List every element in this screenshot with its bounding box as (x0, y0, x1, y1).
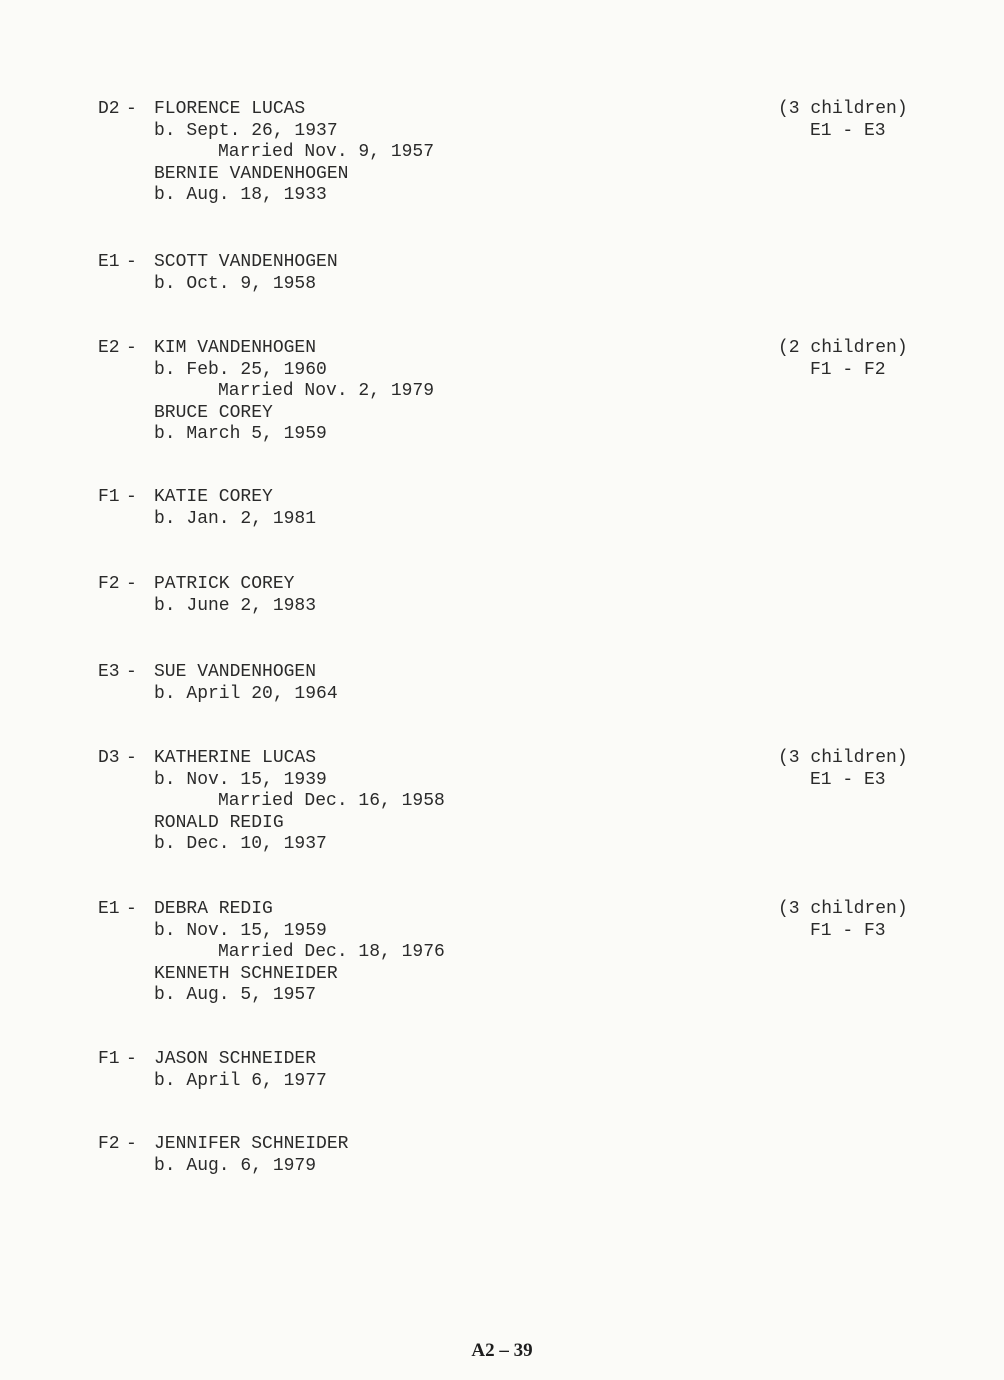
spouse-birth-date: b. Dec. 10, 1937 (154, 834, 327, 854)
birth-date: b. Sept. 26, 1937 (154, 120, 338, 141)
spouse-birth-date: b. March 5, 1959 (154, 424, 327, 444)
entry-code: F2 (98, 574, 120, 594)
children-note (778, 99, 918, 142)
children-note (778, 748, 918, 791)
entry-f1-katie-corey: F1 - KATIE COREY b. Jan. 2, 1981 (98, 487, 317, 529)
birth-date: b. April 20, 1964 (154, 683, 338, 704)
birth-date: b. June 2, 1983 (154, 595, 317, 616)
children-count: (3 children) (778, 99, 908, 119)
birth-date: b. Feb. 25, 1960 (154, 359, 327, 380)
entry-code: D2 (98, 99, 120, 119)
spouse-birth-date: b. Aug. 18, 1933 (154, 185, 327, 205)
entry-code: F1 (98, 1049, 120, 1069)
marriage-date: Married Nov. 2, 1979 (218, 381, 435, 401)
birth-date: b. April 6, 1977 (154, 1070, 327, 1091)
person-name: DEBRA REDIG (154, 899, 273, 919)
person-name: FLORENCE LUCAS (154, 99, 306, 119)
birth-date: b. Oct. 9, 1958 (154, 273, 317, 294)
entry-code: E2 (98, 338, 120, 358)
person-name: JASON SCHNEIDER (154, 1049, 317, 1069)
marriage-date: Married Nov. 9, 1957 (218, 142, 435, 162)
spouse-name: KENNETH SCHNEIDER (154, 963, 338, 984)
person-name: PATRICK COREY (154, 574, 295, 594)
birth-date: b. Jan. 2, 1981 (154, 508, 317, 529)
spouse-name: RONALD REDIG (154, 812, 284, 833)
marriage-date: Married Dec. 18, 1976 (218, 942, 445, 962)
spouse-birth-date: b. Aug. 5, 1957 (154, 985, 317, 1005)
children-range: F1 - F3 (810, 920, 886, 941)
children-count: (3 children) (778, 899, 908, 919)
birth-date: b. Nov. 15, 1939 (154, 769, 327, 790)
children-note (778, 338, 918, 381)
entry-code: F2 (98, 1134, 120, 1154)
children-count: (2 children) (778, 338, 908, 358)
person-name: KIM VANDENHOGEN (154, 338, 317, 358)
birth-date: b. Aug. 6, 1979 (154, 1155, 317, 1176)
entry-f2-jennifer-schneider: F2 - JENNIFER SCHNEIDER b. Aug. 6, 1979 (98, 1134, 349, 1176)
entry-code: D3 (98, 748, 120, 768)
marriage-date: Married Dec. 16, 1958 (218, 791, 445, 811)
entry-f1-jason-schneider: F1 - JASON SCHNEIDER b. April 6, 1977 (98, 1049, 327, 1091)
person-name: JENNIFER SCHNEIDER (154, 1134, 349, 1154)
entry-code: E1 (98, 899, 120, 919)
spouse-name: BERNIE VANDENHOGEN (154, 163, 349, 184)
children-note (778, 899, 918, 942)
entry-code: E1 (98, 252, 120, 272)
person-name: SUE VANDENHOGEN (154, 662, 317, 682)
entry-f2-patrick-corey: F2 - PATRICK COREY b. June 2, 1983 (98, 574, 317, 616)
entry-d3-katherine-lucas: D3 - KATHERINE LUCAS b. Nov. 15, 1939 Married Dec. 16, 1958 RONALD REDIG b. Dec. 10, 1937 (3 children) E1 - E3 (98, 748, 918, 856)
birth-date: b. Nov. 15, 1959 (154, 920, 327, 941)
children-count: (3 children) (778, 748, 908, 768)
children-range: E1 - E3 (810, 769, 886, 790)
entry-code: F1 (98, 487, 120, 507)
entry-d2-florence-lucas: D2 - FLORENCE LUCAS b. Sept. 26, 1937 Married Nov. 9, 1957 BERNIE VANDENHOGEN b. Aug. 18, 1933 (3 children) E1 - E3 (98, 99, 918, 207)
entry-e1-scott-vandenhogen: E1 - SCOTT VANDENHOGEN b. Oct. 9, 1958 (98, 252, 338, 294)
children-range: E1 - E3 (810, 120, 886, 141)
entry-e3-sue-vandenhogen: E3 - SUE VANDENHOGEN b. April 20, 1964 (98, 662, 338, 704)
page-number: A2 – 39 (471, 1340, 533, 1361)
entry-e2-kim-vandenhogen: E2 - KIM VANDENHOGEN b. Feb. 25, 1960 Married Nov. 2, 1979 BRUCE COREY b. March 5, 1959 (2 children) F1 - F2 (98, 338, 918, 446)
children-range: F1 - F2 (810, 359, 886, 380)
person-name: SCOTT VANDENHOGEN (154, 252, 338, 272)
entry-code: E3 (98, 662, 120, 682)
spouse-name: BRUCE COREY (154, 402, 273, 423)
person-name: KATHERINE LUCAS (154, 748, 317, 768)
person-name: KATIE COREY (154, 487, 273, 507)
entry-e1-debra-redig: E1 - DEBRA REDIG b. Nov. 15, 1959 Married Dec. 18, 1976 KENNETH SCHNEIDER b. Aug. 5, 1957 (3 children) F1 - F3 (98, 899, 918, 1007)
